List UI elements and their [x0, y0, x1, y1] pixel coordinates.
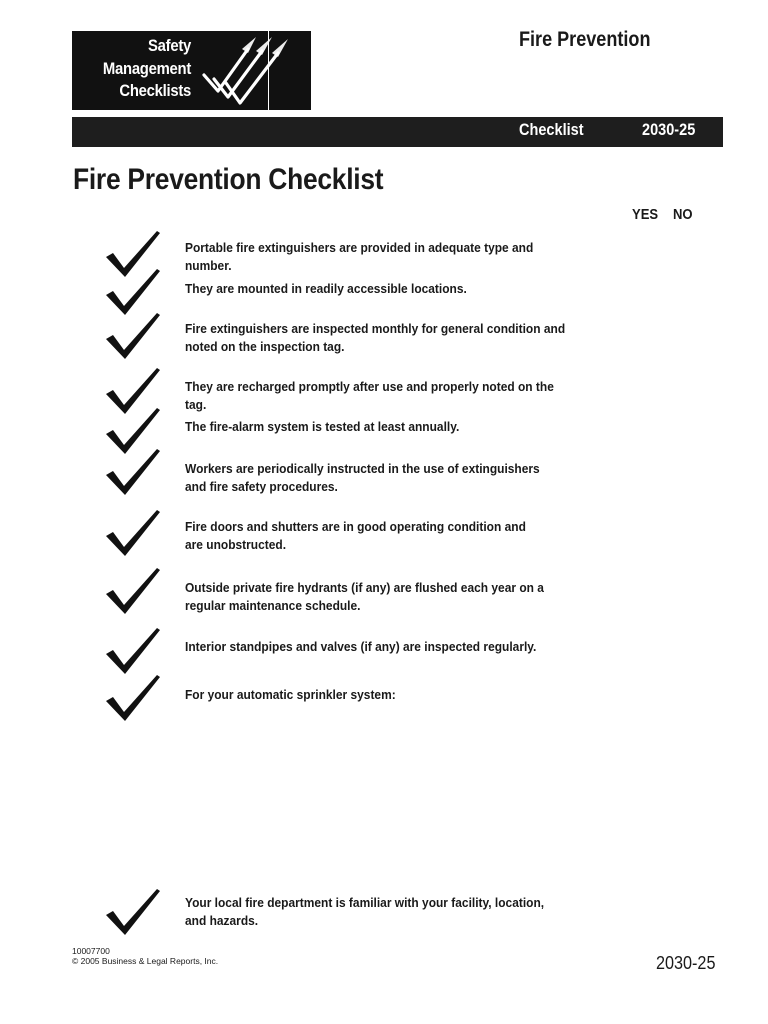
checklist-item [185, 460, 571, 496]
page-title: Fire Prevention Checklist [73, 163, 384, 196]
bar-label: Checklist [519, 121, 584, 139]
checklist-item-line: For your automatic sprinkler system: [185, 687, 396, 702]
logo-line-3: Checklists [119, 82, 191, 100]
checkmark-icon [104, 310, 162, 362]
checkmark-icon [104, 672, 162, 724]
checkmark-icon [104, 886, 162, 938]
checklist-item [185, 320, 571, 356]
checklist-item [185, 378, 571, 414]
footer-page-code: 2030-25 [656, 953, 716, 973]
checkmark-icon [104, 507, 162, 559]
yes-column-header: YES [632, 207, 659, 223]
checklist-item-line: Outside private fire hydrants (if any) are flushed each year on a [185, 580, 544, 595]
checklist-item [185, 418, 571, 436]
checklist-item-line: Portable fire extinguishers are provided in adequate type and number. [185, 240, 534, 273]
checklist-item [185, 280, 571, 298]
checkmark-icon [104, 565, 162, 617]
logo-line-1: Safety [148, 37, 191, 55]
checklist-item-line: and fire safety procedures. [185, 479, 338, 494]
logo-line-2: Management [102, 59, 191, 78]
bar-code: 2030-25 [642, 121, 696, 139]
footer-copyright: © 2005 Business & Legal Reports, Inc. [72, 956, 219, 966]
checklist-item [185, 239, 571, 275]
header-bar [72, 117, 723, 147]
checklist-item-line: The fire-alarm system is tested at least annually. [185, 419, 460, 434]
logo-block [72, 31, 311, 110]
checklist-item-line: They are mounted in readily accessible locations. [185, 281, 467, 296]
checklist-item-line: noted on the inspection tag. [185, 339, 345, 354]
checklist-item-line: Interior standpipes and valves (if any) are inspected regularly. [185, 639, 537, 654]
checklist-item-line: Fire extinguishers are inspected monthly for general condition and [185, 321, 566, 336]
no-column-header: NO [673, 207, 693, 223]
checklist-item-line: They are recharged promptly after use and properly noted on the tag. [185, 379, 554, 412]
checklist-item-line: regular maintenance schedule. [185, 598, 361, 613]
checklist-item [185, 518, 571, 554]
checklist-item-line: Workers are periodically instructed in the use of extinguishers [185, 461, 540, 476]
checklist-item-line: Fire doors and shutters are in good operating condition and [185, 519, 526, 534]
logo-text [84, 35, 191, 103]
triple-checkmark-logo-icon [198, 31, 311, 110]
checklist-item [185, 579, 571, 615]
checklist-item-line: are unobstructed. [185, 537, 287, 552]
checklist-item [185, 638, 571, 656]
footer-document-id: 10007700 [72, 946, 110, 956]
checkmark-icon [104, 446, 162, 498]
checklist-item [185, 894, 571, 930]
checklist-item [185, 686, 571, 704]
header-title: Fire Prevention [519, 28, 651, 51]
checklist-item-line: and hazards. [185, 913, 259, 928]
checklist-item-line: Your local fire department is familiar with your facility, location, [185, 895, 545, 910]
checkmark-icon [104, 625, 162, 677]
